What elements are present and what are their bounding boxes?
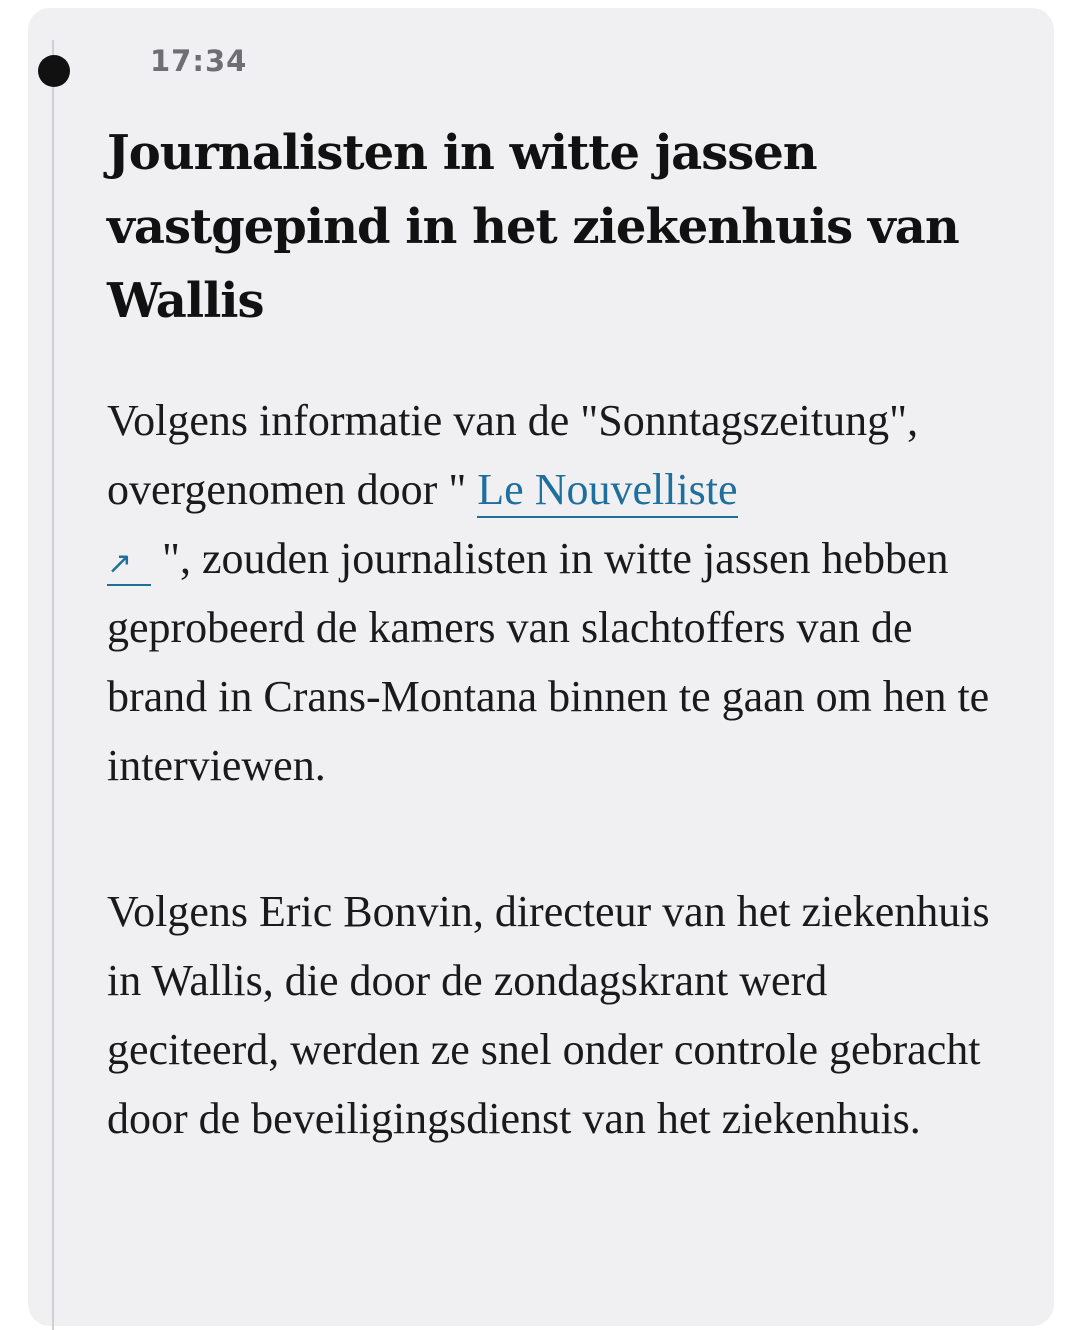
external-link-arrow-icon[interactable]: ↗ <box>107 544 151 586</box>
paragraph-1-text-start: Volgens informatie van de "Sonntagszeitung", overgenomen door " <box>107 396 919 514</box>
entry-paragraph-1 <box>107 386 1007 800</box>
entry-timestamp: 17:34 <box>150 44 248 78</box>
timeline-line <box>52 40 54 1330</box>
le-nouvelliste-link[interactable]: Le Nouvelliste <box>477 465 737 518</box>
timeline-dot <box>38 55 70 87</box>
entry-headline: Journalisten in witte jassen vastgepind in het ziekenhuis van Wallis <box>107 125 959 329</box>
entry-paragraph-2: Volgens Eric Bonvin, directeur van het ziekenhuis in Wallis, die door de zondagskrant werd geciteerd, werden ze snel onder controle gebracht door de beveiligingsdienst van het ziekenhuis. <box>107 887 990 1143</box>
paragraph-1-text-end: ", zouden journalisten in witte jassen hebben geprobeerd de kamers van slachtoffers van de brand in Crans-Montana binnen te gaan om hen te interviewen. <box>107 534 990 790</box>
